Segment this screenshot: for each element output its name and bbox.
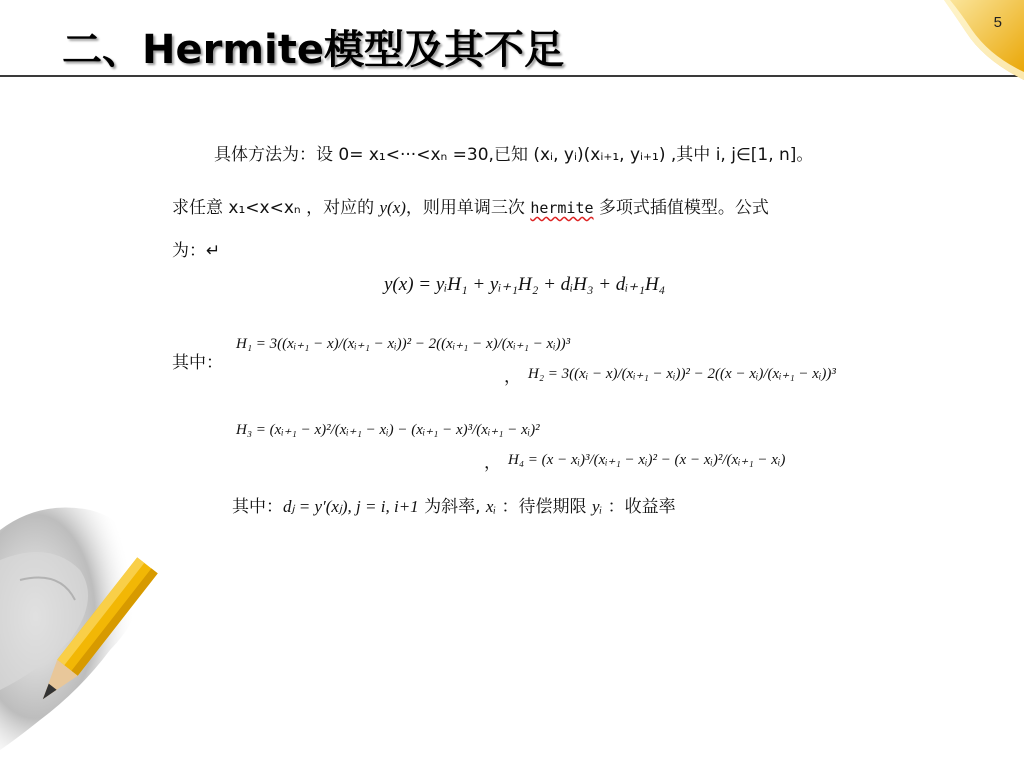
formula-h2: H₂ = 3((xᵢ − x)/(xᵢ₊₁ − xᵢ))² − 2((x − xᵢ)/(xᵢ₊₁ − xᵢ))³ <box>528 366 836 382</box>
formula-h4: H₄ = (x − xᵢ)³/(xᵢ₊₁ − xᵢ)² − (x − xᵢ)²/(xᵢ₊₁ − xᵢ) <box>508 452 786 468</box>
comma-1: ， <box>504 367 521 387</box>
final-label: 其中： <box>232 497 283 517</box>
final-text-a: 为斜率, <box>418 497 486 517</box>
slope-formula: dⱼ = y′(xⱼ), j = i, i+1 <box>283 497 419 516</box>
page-corner-decoration <box>944 0 1024 80</box>
final-text-b: ：待偿期限 <box>496 497 592 517</box>
yi-symbol: yᵢ <box>591 497 603 516</box>
slide-title: 二、Hermite模型及其不足 <box>62 27 564 73</box>
final-line <box>232 492 676 517</box>
title-divider <box>0 75 1024 77</box>
comma-2: ， <box>484 453 501 473</box>
formula-h3: H₃ = (xᵢ₊₁ − x)²/(xᵢ₊₁ − xᵢ) − (xᵢ₊₁ − x)³/(xᵢ₊₁ − xᵢ)² <box>236 422 540 438</box>
line2-math: y(x) <box>379 198 406 217</box>
method-line-3: 为：↵ <box>172 241 221 261</box>
where-label-1: 其中： <box>172 353 223 373</box>
final-text-c: ：收益率 <box>602 497 676 517</box>
page-number: 5 <box>993 14 1002 31</box>
line2-text-b: ，则用单调三次 <box>405 198 531 218</box>
line2-text-c: 多项式插值模型。公式 <box>593 198 769 218</box>
line2-text-a: 求任意 x₁<x<xₙ ，对应的 <box>172 198 380 218</box>
hermite-word: hermite <box>530 199 594 217</box>
xi-symbol: xᵢ <box>485 497 497 516</box>
method-line-2 <box>172 193 769 218</box>
hand-pencil-illustration <box>0 500 240 768</box>
main-formula: y(x) = yᵢH₁ + yᵢ₊₁H₂ + dᵢH₃ + dᵢ₊₁H₄ <box>384 274 666 295</box>
method-line-1: 具体方法为：设 0= x₁<···<xₙ =30,已知 (xᵢ, yᵢ)(xᵢ₊₁, yᵢ₊₁) ,其中 i, j∈[1, n]。 <box>214 145 814 165</box>
formula-h1: H₁ = 3((xᵢ₊₁ − x)/(xᵢ₊₁ − xᵢ))² − 2((xᵢ₊₁ − x)/(xᵢ₊₁ − xᵢ))³ <box>236 336 571 352</box>
